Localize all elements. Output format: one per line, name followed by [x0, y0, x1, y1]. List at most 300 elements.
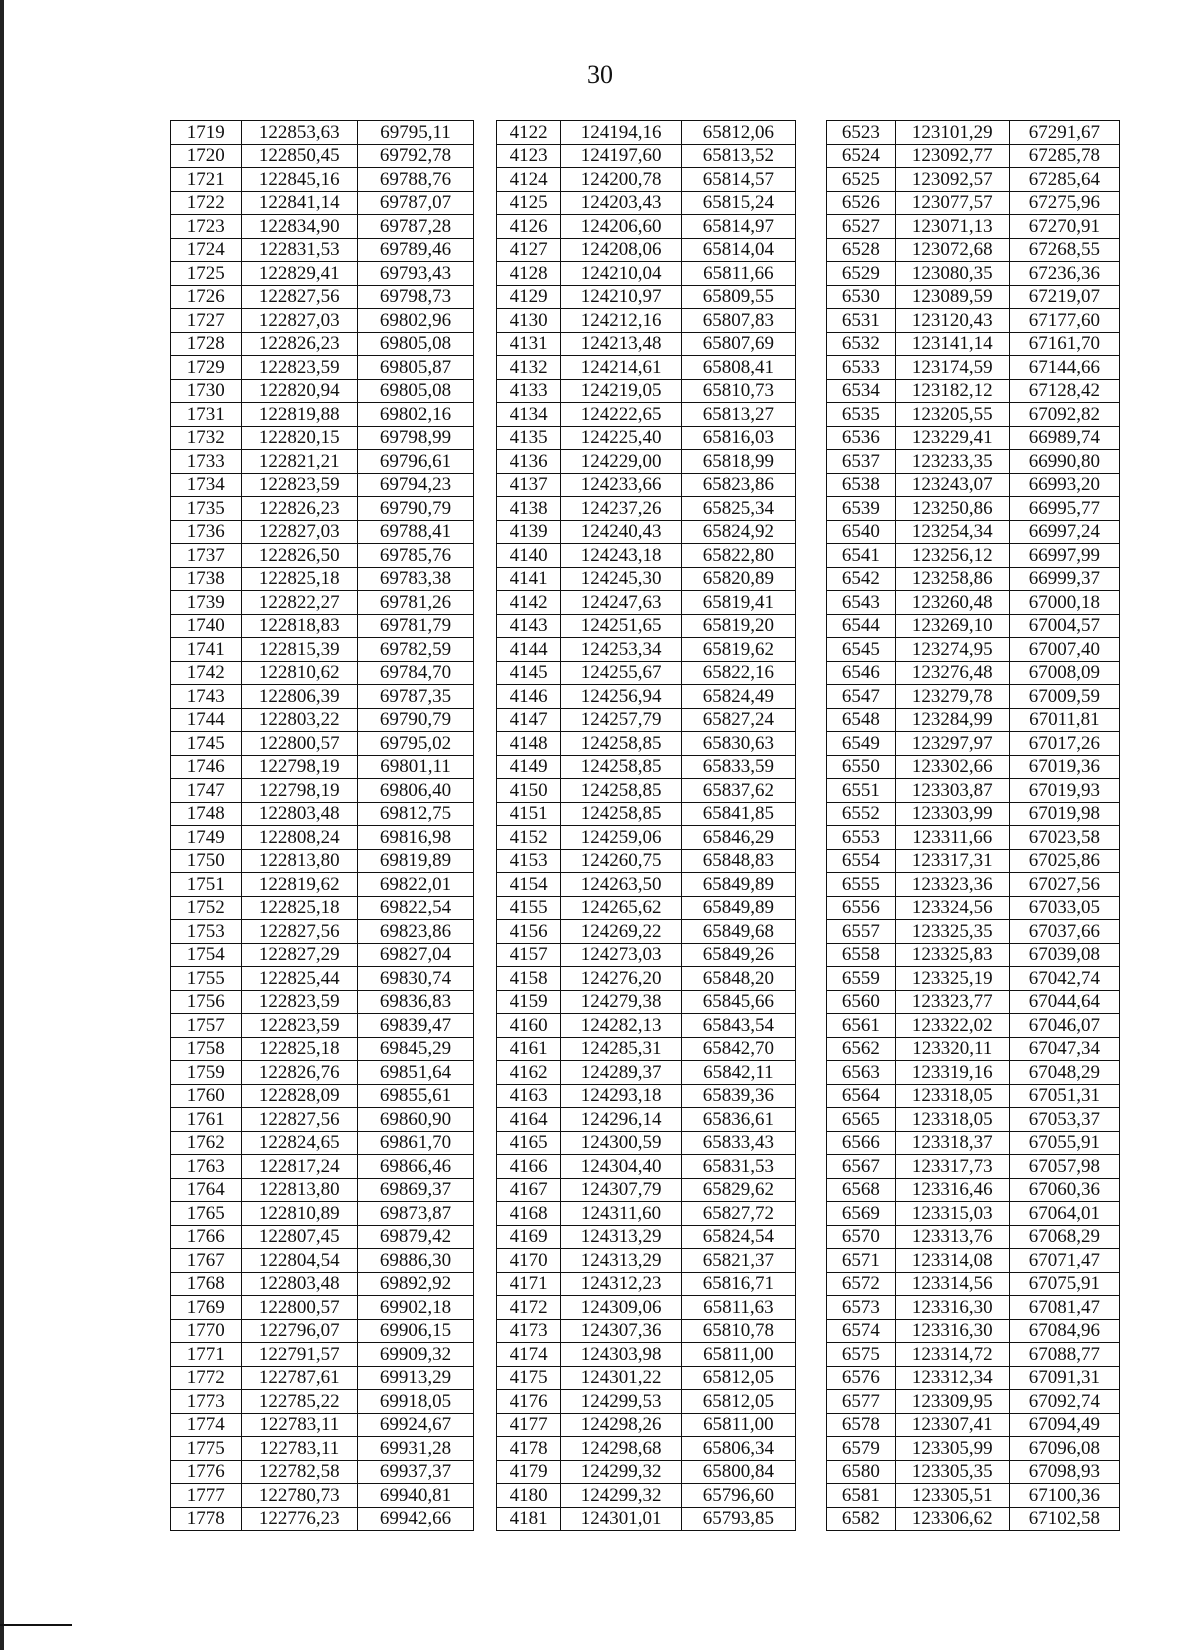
- group-3-y-coordinate: 67011,81: [1009, 708, 1119, 732]
- group-1-x-coordinate: 122829,41: [241, 262, 357, 286]
- group-3-y-coordinate: 67007,40: [1009, 638, 1119, 662]
- group-3-point-number: 6559: [827, 967, 896, 991]
- group-2-y-coordinate: 65820,89: [681, 567, 795, 591]
- group-3-point-number: 6539: [827, 497, 896, 521]
- group-3-y-coordinate: 67008,09: [1009, 661, 1119, 685]
- group-3-x-coordinate: 123314,72: [895, 1343, 1009, 1367]
- group-3-point-number: 6557: [827, 920, 896, 944]
- column-gap: [474, 1343, 497, 1367]
- group-3-y-coordinate: 67009,59: [1009, 685, 1119, 709]
- group-1-x-coordinate: 122803,22: [241, 708, 357, 732]
- group-2-point-number: 4148: [496, 732, 560, 756]
- group-2-x-coordinate: 124256,94: [561, 685, 681, 709]
- group-2-x-coordinate: 124282,13: [561, 1014, 681, 1038]
- column-gap: [795, 1061, 826, 1085]
- group-2-x-coordinate: 124312,23: [561, 1272, 681, 1296]
- table-row: [171, 1390, 1120, 1414]
- group-1-x-coordinate: 122791,57: [241, 1343, 357, 1367]
- column-gap: [474, 591, 497, 615]
- group-1-x-coordinate: 122825,18: [241, 896, 357, 920]
- group-2-y-coordinate: 65833,43: [681, 1131, 795, 1155]
- group-2-x-coordinate: 124265,62: [561, 896, 681, 920]
- group-3-y-coordinate: 67023,58: [1009, 826, 1119, 850]
- group-2-x-coordinate: 124293,18: [561, 1084, 681, 1108]
- group-1-y-coordinate: 69940,81: [357, 1484, 473, 1508]
- group-1-x-coordinate: 122827,56: [241, 920, 357, 944]
- column-gap: [795, 1084, 826, 1108]
- group-3-y-coordinate: 66997,24: [1009, 520, 1119, 544]
- group-2-point-number: 4178: [496, 1437, 560, 1461]
- column-gap: [795, 144, 826, 168]
- table-row: [171, 450, 1120, 474]
- table-row: [171, 473, 1120, 497]
- group-1-point-number: 1739: [171, 591, 242, 615]
- group-3-point-number: 6546: [827, 661, 896, 685]
- column-gap: [795, 802, 826, 826]
- column-gap: [795, 262, 826, 286]
- group-2-y-coordinate: 65815,24: [681, 191, 795, 215]
- table-row: [171, 802, 1120, 826]
- column-gap: [474, 285, 497, 309]
- group-3-point-number: 6529: [827, 262, 896, 286]
- group-2-y-coordinate: 65827,24: [681, 708, 795, 732]
- column-gap: [474, 1131, 497, 1155]
- group-1-y-coordinate: 69782,59: [357, 638, 473, 662]
- group-3-y-coordinate: 67144,66: [1009, 356, 1119, 380]
- column-gap: [795, 426, 826, 450]
- group-1-point-number: 1738: [171, 567, 242, 591]
- group-1-point-number: 1765: [171, 1202, 242, 1226]
- group-2-point-number: 4180: [496, 1484, 560, 1508]
- table-row: [171, 1061, 1120, 1085]
- group-3-y-coordinate: 67004,57: [1009, 614, 1119, 638]
- group-3-x-coordinate: 123276,48: [895, 661, 1009, 685]
- table-row: [171, 896, 1120, 920]
- group-3-point-number: 6575: [827, 1343, 896, 1367]
- group-1-point-number: 1743: [171, 685, 242, 709]
- group-2-x-coordinate: 124258,85: [561, 755, 681, 779]
- group-1-y-coordinate: 69845,29: [357, 1037, 473, 1061]
- group-1-point-number: 1754: [171, 943, 242, 967]
- group-2-x-coordinate: 124255,67: [561, 661, 681, 685]
- group-1-point-number: 1737: [171, 544, 242, 568]
- group-1-x-coordinate: 122782,58: [241, 1460, 357, 1484]
- group-1-point-number: 1757: [171, 1014, 242, 1038]
- group-3-y-coordinate: 67092,74: [1009, 1390, 1119, 1414]
- group-1-x-coordinate: 122853,63: [241, 121, 357, 145]
- group-1-x-coordinate: 122823,59: [241, 1014, 357, 1038]
- group-1-x-coordinate: 122819,62: [241, 873, 357, 897]
- column-gap: [474, 191, 497, 215]
- group-3-x-coordinate: 123302,66: [895, 755, 1009, 779]
- column-gap: [474, 873, 497, 897]
- group-2-x-coordinate: 124219,05: [561, 379, 681, 403]
- group-3-y-coordinate: 67027,56: [1009, 873, 1119, 897]
- group-3-x-coordinate: 123182,12: [895, 379, 1009, 403]
- group-1-y-coordinate: 69801,11: [357, 755, 473, 779]
- column-gap: [795, 520, 826, 544]
- group-2-x-coordinate: 124258,85: [561, 732, 681, 756]
- group-1-x-coordinate: 122800,57: [241, 732, 357, 756]
- group-2-y-coordinate: 65812,05: [681, 1366, 795, 1390]
- group-3-y-coordinate: 67048,29: [1009, 1061, 1119, 1085]
- group-2-point-number: 4147: [496, 708, 560, 732]
- group-3-point-number: 6549: [827, 732, 896, 756]
- table-row: [171, 191, 1120, 215]
- table-row: [171, 1507, 1120, 1531]
- group-3-y-coordinate: 67219,07: [1009, 285, 1119, 309]
- group-3-x-coordinate: 123071,13: [895, 215, 1009, 239]
- group-3-x-coordinate: 123312,34: [895, 1366, 1009, 1390]
- table-row: [171, 1343, 1120, 1367]
- group-3-y-coordinate: 67053,37: [1009, 1108, 1119, 1132]
- group-1-x-coordinate: 122796,07: [241, 1319, 357, 1343]
- table-row: [171, 661, 1120, 685]
- group-3-y-coordinate: 67075,91: [1009, 1272, 1119, 1296]
- group-3-y-coordinate: 67044,64: [1009, 990, 1119, 1014]
- table-row: [171, 309, 1120, 333]
- group-3-point-number: 6577: [827, 1390, 896, 1414]
- group-3-point-number: 6534: [827, 379, 896, 403]
- group-2-point-number: 4167: [496, 1178, 560, 1202]
- group-1-point-number: 1775: [171, 1437, 242, 1461]
- group-1-y-coordinate: 69812,75: [357, 802, 473, 826]
- group-1-y-coordinate: 69798,73: [357, 285, 473, 309]
- group-2-y-coordinate: 65808,41: [681, 356, 795, 380]
- group-3-y-coordinate: 67285,64: [1009, 168, 1119, 192]
- group-1-y-coordinate: 69931,28: [357, 1437, 473, 1461]
- column-gap: [474, 1178, 497, 1202]
- group-2-x-coordinate: 124229,00: [561, 450, 681, 474]
- group-1-x-coordinate: 122810,62: [241, 661, 357, 685]
- group-1-point-number: 1759: [171, 1061, 242, 1085]
- group-1-point-number: 1770: [171, 1319, 242, 1343]
- group-2-y-coordinate: 65823,86: [681, 473, 795, 497]
- group-2-y-coordinate: 65829,62: [681, 1178, 795, 1202]
- table-row: [171, 1202, 1120, 1226]
- group-2-point-number: 4130: [496, 309, 560, 333]
- group-3-y-coordinate: 66990,80: [1009, 450, 1119, 474]
- group-3-x-coordinate: 123324,56: [895, 896, 1009, 920]
- group-1-y-coordinate: 69806,40: [357, 779, 473, 803]
- table-row: [171, 873, 1120, 897]
- group-1-y-coordinate: 69924,67: [357, 1413, 473, 1437]
- group-2-x-coordinate: 124303,98: [561, 1343, 681, 1367]
- column-gap: [795, 685, 826, 709]
- group-1-x-coordinate: 122823,59: [241, 356, 357, 380]
- group-3-y-coordinate: 67177,60: [1009, 309, 1119, 333]
- column-gap: [795, 1108, 826, 1132]
- group-3-y-coordinate: 67275,96: [1009, 191, 1119, 215]
- group-3-x-coordinate: 123229,41: [895, 426, 1009, 450]
- group-2-point-number: 4179: [496, 1460, 560, 1484]
- group-2-point-number: 4170: [496, 1249, 560, 1273]
- group-1-y-coordinate: 69792,78: [357, 144, 473, 168]
- group-3-y-coordinate: 67019,98: [1009, 802, 1119, 826]
- group-3-x-coordinate: 123120,43: [895, 309, 1009, 333]
- group-2-point-number: 4135: [496, 426, 560, 450]
- group-1-point-number: 1772: [171, 1366, 242, 1390]
- group-1-y-coordinate: 69785,76: [357, 544, 473, 568]
- group-2-y-coordinate: 65814,97: [681, 215, 795, 239]
- group-3-y-coordinate: 66999,37: [1009, 567, 1119, 591]
- group-3-point-number: 6580: [827, 1460, 896, 1484]
- group-1-point-number: 1756: [171, 990, 242, 1014]
- group-2-x-coordinate: 124245,30: [561, 567, 681, 591]
- column-gap: [474, 144, 497, 168]
- table-row: [171, 520, 1120, 544]
- group-2-x-coordinate: 124194,16: [561, 121, 681, 145]
- column-gap: [795, 403, 826, 427]
- group-2-x-coordinate: 124206,60: [561, 215, 681, 239]
- column-gap: [474, 309, 497, 333]
- group-1-y-coordinate: 69798,99: [357, 426, 473, 450]
- table-row: [171, 215, 1120, 239]
- group-1-point-number: 1748: [171, 802, 242, 826]
- column-gap: [474, 1319, 497, 1343]
- table-row: [171, 990, 1120, 1014]
- group-2-point-number: 4141: [496, 567, 560, 591]
- group-2-x-coordinate: 124251,65: [561, 614, 681, 638]
- group-2-y-coordinate: 65843,54: [681, 1014, 795, 1038]
- group-2-point-number: 4172: [496, 1296, 560, 1320]
- group-2-x-coordinate: 124203,43: [561, 191, 681, 215]
- group-2-point-number: 4145: [496, 661, 560, 685]
- group-1-point-number: 1755: [171, 967, 242, 991]
- group-2-x-coordinate: 124309,06: [561, 1296, 681, 1320]
- group-1-x-coordinate: 122798,19: [241, 755, 357, 779]
- group-1-point-number: 1760: [171, 1084, 242, 1108]
- group-2-point-number: 4162: [496, 1061, 560, 1085]
- group-3-point-number: 6581: [827, 1484, 896, 1508]
- group-2-point-number: 4132: [496, 356, 560, 380]
- column-gap: [474, 661, 497, 685]
- column-gap: [474, 732, 497, 756]
- column-gap: [795, 497, 826, 521]
- group-2-point-number: 4133: [496, 379, 560, 403]
- group-1-y-coordinate: 69839,47: [357, 1014, 473, 1038]
- column-gap: [474, 356, 497, 380]
- group-1-point-number: 1736: [171, 520, 242, 544]
- group-2-point-number: 4134: [496, 403, 560, 427]
- group-2-y-coordinate: 65848,20: [681, 967, 795, 991]
- group-2-point-number: 4168: [496, 1202, 560, 1226]
- group-3-point-number: 6561: [827, 1014, 896, 1038]
- group-1-y-coordinate: 69787,35: [357, 685, 473, 709]
- table-row: [171, 238, 1120, 262]
- group-2-point-number: 4124: [496, 168, 560, 192]
- table-row: [171, 1037, 1120, 1061]
- table-row: [171, 1319, 1120, 1343]
- column-gap: [474, 849, 497, 873]
- group-1-point-number: 1774: [171, 1413, 242, 1437]
- column-gap: [474, 1460, 497, 1484]
- group-2-point-number: 4155: [496, 896, 560, 920]
- group-3-point-number: 6569: [827, 1202, 896, 1226]
- group-1-y-coordinate: 69869,37: [357, 1178, 473, 1202]
- column-gap: [795, 1484, 826, 1508]
- group-1-point-number: 1723: [171, 215, 242, 239]
- group-2-point-number: 4122: [496, 121, 560, 145]
- column-gap: [795, 1366, 826, 1390]
- group-3-x-coordinate: 123243,07: [895, 473, 1009, 497]
- group-3-x-coordinate: 123319,16: [895, 1061, 1009, 1085]
- group-2-point-number: 4169: [496, 1225, 560, 1249]
- group-2-point-number: 4139: [496, 520, 560, 544]
- group-2-x-coordinate: 124298,68: [561, 1437, 681, 1461]
- group-2-y-coordinate: 65807,69: [681, 332, 795, 356]
- group-1-x-coordinate: 122803,48: [241, 1272, 357, 1296]
- group-1-point-number: 1727: [171, 309, 242, 333]
- group-2-y-coordinate: 65819,41: [681, 591, 795, 615]
- table-row: [171, 967, 1120, 991]
- column-gap: [474, 685, 497, 709]
- group-1-point-number: 1744: [171, 708, 242, 732]
- column-gap: [474, 1155, 497, 1179]
- group-3-x-coordinate: 123325,19: [895, 967, 1009, 991]
- group-3-point-number: 6533: [827, 356, 896, 380]
- group-2-y-coordinate: 65810,73: [681, 379, 795, 403]
- group-3-x-coordinate: 123309,95: [895, 1390, 1009, 1414]
- group-1-y-coordinate: 69816,98: [357, 826, 473, 850]
- group-3-y-coordinate: 67081,47: [1009, 1296, 1119, 1320]
- group-1-y-coordinate: 69902,18: [357, 1296, 473, 1320]
- table-row: [171, 1296, 1120, 1320]
- group-3-point-number: 6528: [827, 238, 896, 262]
- footer-line: [0, 1624, 72, 1626]
- group-1-point-number: 1730: [171, 379, 242, 403]
- column-gap: [474, 1366, 497, 1390]
- group-2-y-coordinate: 65825,34: [681, 497, 795, 521]
- column-gap: [795, 967, 826, 991]
- group-1-y-coordinate: 69873,87: [357, 1202, 473, 1226]
- group-3-point-number: 6560: [827, 990, 896, 1014]
- group-3-point-number: 6553: [827, 826, 896, 850]
- group-3-y-coordinate: 66995,77: [1009, 497, 1119, 521]
- group-3-x-coordinate: 123174,59: [895, 356, 1009, 380]
- column-gap: [795, 1014, 826, 1038]
- group-3-point-number: 6547: [827, 685, 896, 709]
- group-3-point-number: 6562: [827, 1037, 896, 1061]
- group-1-x-coordinate: 122825,18: [241, 1037, 357, 1061]
- group-1-x-coordinate: 122826,23: [241, 332, 357, 356]
- group-3-y-coordinate: 67098,93: [1009, 1460, 1119, 1484]
- group-1-point-number: 1724: [171, 238, 242, 262]
- group-1-x-coordinate: 122815,39: [241, 638, 357, 662]
- group-2-point-number: 4151: [496, 802, 560, 826]
- group-1-point-number: 1747: [171, 779, 242, 803]
- group-1-x-coordinate: 122787,61: [241, 1366, 357, 1390]
- group-2-point-number: 4173: [496, 1319, 560, 1343]
- group-3-x-coordinate: 123316,30: [895, 1319, 1009, 1343]
- group-2-x-coordinate: 124285,31: [561, 1037, 681, 1061]
- group-2-y-coordinate: 65822,80: [681, 544, 795, 568]
- group-2-y-coordinate: 65806,34: [681, 1437, 795, 1461]
- group-3-x-coordinate: 123317,73: [895, 1155, 1009, 1179]
- group-3-y-coordinate: 67102,58: [1009, 1507, 1119, 1531]
- group-1-point-number: 1749: [171, 826, 242, 850]
- group-2-y-coordinate: 65811,00: [681, 1413, 795, 1437]
- group-1-y-coordinate: 69892,92: [357, 1272, 473, 1296]
- group-3-point-number: 6544: [827, 614, 896, 638]
- group-1-y-coordinate: 69909,32: [357, 1343, 473, 1367]
- group-2-x-coordinate: 124279,38: [561, 990, 681, 1014]
- group-3-x-coordinate: 123258,86: [895, 567, 1009, 591]
- group-3-y-coordinate: 67128,42: [1009, 379, 1119, 403]
- table-row: [171, 1155, 1120, 1179]
- group-1-x-coordinate: 122822,27: [241, 591, 357, 615]
- table-row: [171, 426, 1120, 450]
- column-gap: [474, 1507, 497, 1531]
- group-3-y-coordinate: 67042,74: [1009, 967, 1119, 991]
- group-2-y-coordinate: 65816,03: [681, 426, 795, 450]
- group-3-point-number: 6578: [827, 1413, 896, 1437]
- table-row: [171, 849, 1120, 873]
- group-2-x-coordinate: 124301,22: [561, 1366, 681, 1390]
- group-2-x-coordinate: 124259,06: [561, 826, 681, 850]
- group-3-y-coordinate: 67094,49: [1009, 1413, 1119, 1437]
- group-3-x-coordinate: 123269,10: [895, 614, 1009, 638]
- group-1-point-number: 1746: [171, 755, 242, 779]
- group-1-y-coordinate: 69789,46: [357, 238, 473, 262]
- table-row: [171, 1178, 1120, 1202]
- group-2-x-coordinate: 124301,01: [561, 1507, 681, 1531]
- group-2-y-coordinate: 65819,62: [681, 638, 795, 662]
- group-3-y-coordinate: 67084,96: [1009, 1319, 1119, 1343]
- group-3-y-coordinate: 67025,86: [1009, 849, 1119, 873]
- table-row: [171, 1484, 1120, 1508]
- group-2-point-number: 4149: [496, 755, 560, 779]
- group-3-x-coordinate: 123305,35: [895, 1460, 1009, 1484]
- group-2-point-number: 4126: [496, 215, 560, 239]
- group-2-x-coordinate: 124243,18: [561, 544, 681, 568]
- group-2-x-coordinate: 124263,50: [561, 873, 681, 897]
- group-2-y-coordinate: 65812,06: [681, 121, 795, 145]
- group-3-point-number: 6564: [827, 1084, 896, 1108]
- column-gap: [474, 168, 497, 192]
- table-row: [171, 1225, 1120, 1249]
- column-gap: [795, 779, 826, 803]
- group-1-x-coordinate: 122813,80: [241, 1178, 357, 1202]
- table-row: [171, 1131, 1120, 1155]
- group-2-point-number: 4165: [496, 1131, 560, 1155]
- group-3-x-coordinate: 123313,76: [895, 1225, 1009, 1249]
- column-gap: [474, 1413, 497, 1437]
- group-3-x-coordinate: 123322,02: [895, 1014, 1009, 1038]
- group-3-x-coordinate: 123297,97: [895, 732, 1009, 756]
- group-3-x-coordinate: 123316,46: [895, 1178, 1009, 1202]
- group-1-x-coordinate: 122834,90: [241, 215, 357, 239]
- group-2-x-coordinate: 124304,40: [561, 1155, 681, 1179]
- group-2-y-coordinate: 65811,66: [681, 262, 795, 286]
- group-1-y-coordinate: 69860,90: [357, 1108, 473, 1132]
- group-3-y-coordinate: 67055,91: [1009, 1131, 1119, 1155]
- group-1-y-coordinate: 69918,05: [357, 1390, 473, 1414]
- group-1-y-coordinate: 69781,26: [357, 591, 473, 615]
- group-2-x-coordinate: 124307,36: [561, 1319, 681, 1343]
- group-2-y-coordinate: 65814,04: [681, 238, 795, 262]
- column-gap: [795, 285, 826, 309]
- column-gap: [795, 1131, 826, 1155]
- group-3-y-coordinate: 67268,55: [1009, 238, 1119, 262]
- group-2-y-coordinate: 65842,11: [681, 1061, 795, 1085]
- group-1-y-coordinate: 69794,23: [357, 473, 473, 497]
- group-3-y-coordinate: 67019,36: [1009, 755, 1119, 779]
- group-1-y-coordinate: 69787,07: [357, 191, 473, 215]
- group-2-point-number: 4125: [496, 191, 560, 215]
- table-row: [171, 262, 1120, 286]
- group-2-x-coordinate: 124298,26: [561, 1413, 681, 1437]
